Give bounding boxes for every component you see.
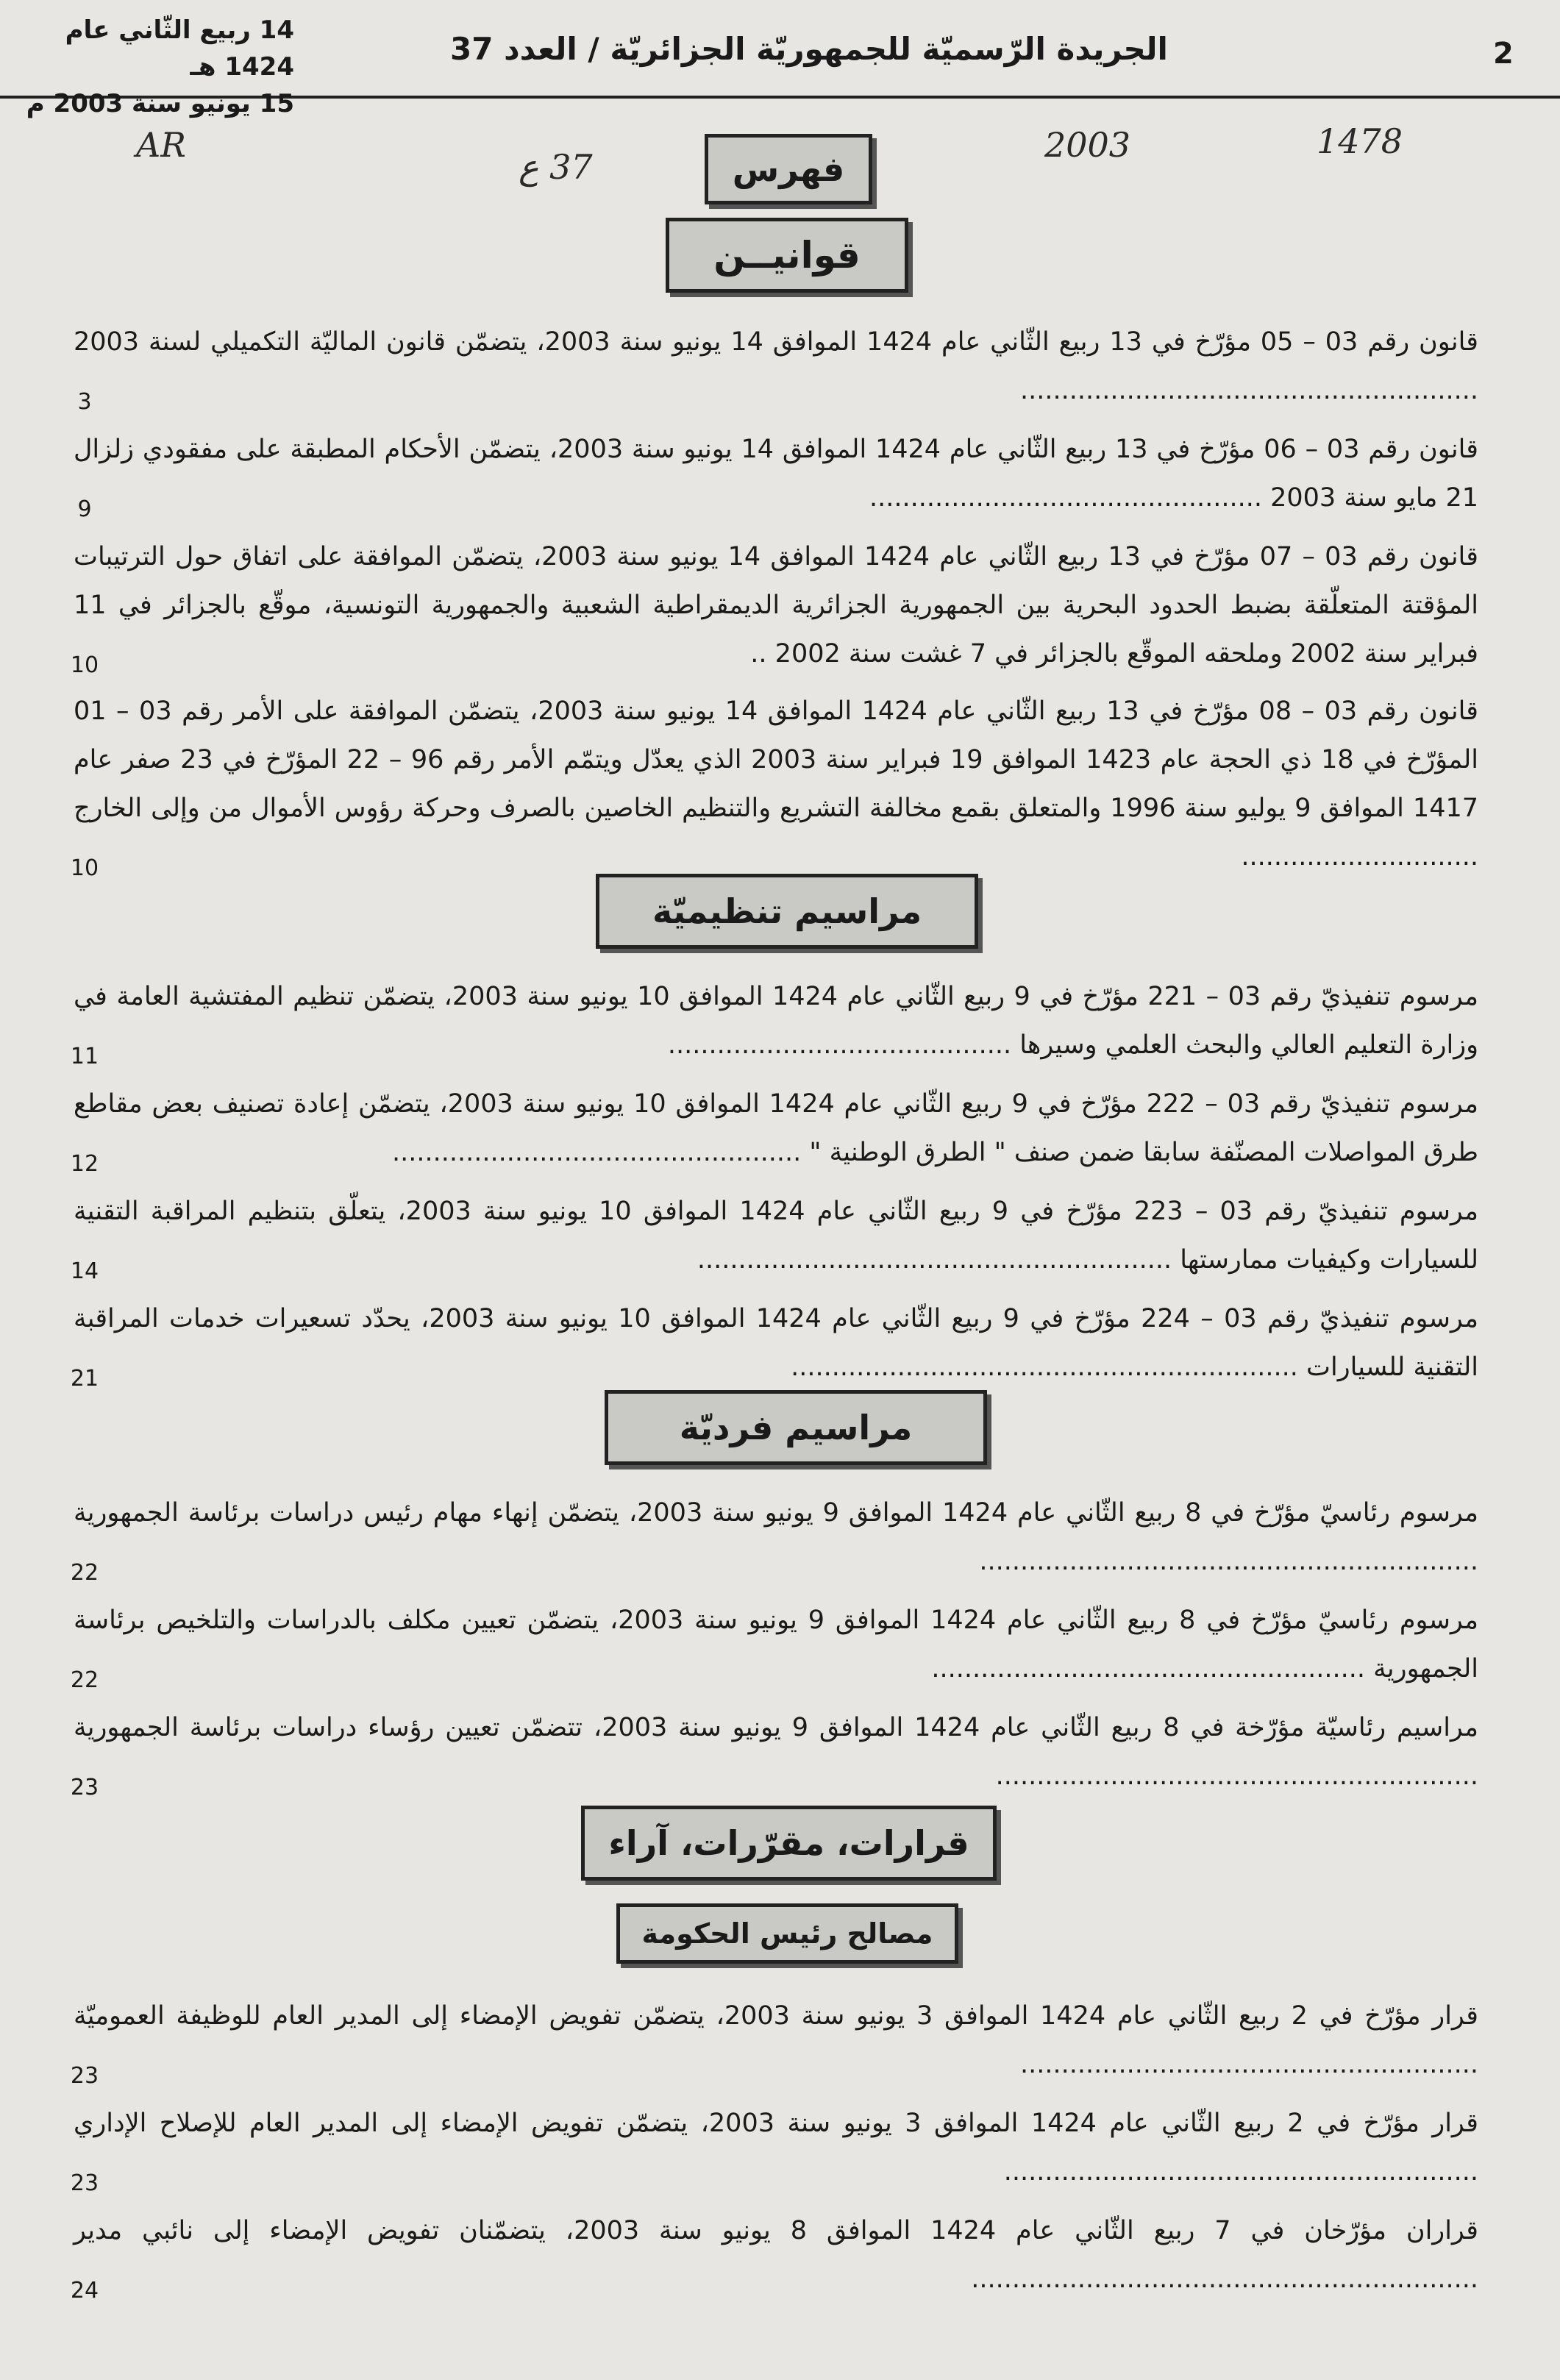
page-ref: 21: [70, 1366, 99, 1392]
list-item: قرار مؤرّخ في 2 ربيع الثّاني عام 1424 الموافق 3 يونيو سنة 2003، يتضمّن تفويض الإمضاء إلى المدير العام للإصلاح الإداري .......................................................... 23: [74, 2099, 1486, 2196]
page-ref: 11: [70, 1044, 99, 1069]
toc-title: فهرس: [705, 134, 872, 204]
list-item: مرسوم تنفيذيّ رقم 03 – 224 مؤرّخ في 9 ربيع الثّاني عام 1424 الموافق 10 يونيو سنة 2003، يحدّد تسعيرات خدمات المراقبة التقنية للسيارات .............................................................. 21: [74, 1294, 1486, 1392]
page-ref: 24: [70, 2278, 99, 2304]
list-item: قانون رقم 03 – 06 مؤرّخ في 13 ربيع الثّاني عام 1424 الموافق 14 يونيو سنة 2003، يتضمّن الأحكام المطبقة على مفقودي زلزال 21 مايو سنة 2003 ................................................ 9: [74, 425, 1486, 522]
list-item: قانون رقم 03 – 08 مؤرّخ في 13 ربيع الثّاني عام 1424 الموافق 14 يونيو سنة 2003، يتضمّن الموافقة على الأمر رقم 03 – 01 المؤرّخ في 18 ذي الحجة عام 1423 الموافق 19 فبراير سنة 2003 الذي يعدّل ويتمّم الأمر رقم 96 – 22 المؤرّخ في 23 صفر عام 1417 الموافق 9 يوليو سنة 1996 والمتعلق بقمع مخالفة التشريع والتنظيم الخاصين بالصرف وحركة رؤوس الأموال من وإلى الخارج ............................. 10: [74, 687, 1486, 881]
section-laws: قوانيــن: [666, 218, 908, 293]
list-item: قرار مؤرّخ في 2 ربيع الثّاني عام 1424 الموافق 3 يونيو سنة 2003، يتضمّن تفويض الإمضاء إلى المدير العام للوظيفة العموميّة ........................................................ 23: [74, 1992, 1486, 2089]
list-item: قانون رقم 03 – 05 مؤرّخ في 13 ربيع الثّاني عام 1424 الموافق 14 يونيو سنة 2003، يتضمّن قانون الماليّة التكميلي لسنة 2003 ........................................................ 3: [74, 318, 1486, 415]
page-ref: 14: [70, 1258, 99, 1284]
list-item: قراران مؤرّخان في 7 ربيع الثّاني عام 1424 الموافق 8 يونيو سنة 2003، يتضمّنان تفويض الإمضاء إلى نائبي مدير .............................................................. 24: [74, 2206, 1486, 2304]
date-gregorian: 15 يونيو سنة 2003 م: [26, 89, 294, 118]
page-header: [0, 0, 1560, 118]
section-pm-services: مصالح رئيس الحكومة: [616, 1903, 958, 1964]
page-ref: 3: [77, 389, 92, 415]
handwritten-code: 1478: [1317, 121, 1403, 161]
journal-title: الجريدة الرّسميّة للجمهوريّة الجزائريّة / العدد 37: [450, 31, 1168, 67]
handwritten-year: 2003: [1044, 125, 1131, 165]
issue-date: [0, 12, 294, 122]
list-item: قانون رقم 03 – 07 مؤرّخ في 13 ربيع الثّاني عام 1424 الموافق 14 يونيو سنة 2003، يتضمّن الموافقة على اتفاق حول الترتيبات المؤقتة المتعلّقة بضبط الحدود البحرية بين الجمهورية الجزائرية الديمقراطية الشعبية والجمهورية التونسية، موقّع بالجزائر في 11 فبراير سنة 2002 وملحقه الموقّع بالجزائر في 7 غشت سنة 2002 .. 10: [74, 532, 1486, 678]
page-ref: 9: [77, 496, 92, 522]
handwritten-issue-ref: 37 ع: [519, 147, 593, 187]
page-ref: 23: [70, 2170, 99, 2196]
list-item: مرسوم تنفيذيّ رقم 03 – 221 مؤرّخ في 9 ربيع الثّاني عام 1424 الموافق 10 يونيو سنة 2003، يتضمّن تنظيم المفتشية العامة في وزارة التعليم العالي والبحث العلمي وسيرها .......................................... 11: [74, 972, 1486, 1069]
page-ref: 22: [70, 1667, 99, 1693]
section-decisions: قرارات، مقرّرات، آراء: [581, 1806, 997, 1881]
page-number: 2: [1493, 37, 1514, 71]
list-item: مراسيم رئاسيّة مؤرّخة في 8 ربيع الثّاني عام 1424 الموافق 9 يونيو سنة 2003، تتضمّن تعيين رؤساء دراسات برئاسة الجمهورية ........................................................... 23: [74, 1703, 1486, 1800]
list-item: مرسوم تنفيذيّ رقم 03 – 223 مؤرّخ في 9 ربيع الثّاني عام 1424 الموافق 10 يونيو سنة 2003، يتعلّق بتنظيم المراقبة التقنية للسيارات وكيفيات ممارستها .......................................................... 14: [74, 1187, 1486, 1284]
handwritten-left-ref: AR: [136, 125, 186, 165]
list-item: مرسوم تنفيذيّ رقم 03 – 222 مؤرّخ في 9 ربيع الثّاني عام 1424 الموافق 10 يونيو سنة 2003، يتضمّن إعادة تصنيف بعض مقاطع طرق المواصلات المصنّفة سابقا ضمن صنف " الطرق الوطنية " .................................................. 12: [74, 1080, 1486, 1177]
page-ref: 10: [70, 652, 99, 678]
page-ref: 12: [70, 1151, 99, 1177]
page-ref: 23: [70, 2063, 99, 2089]
section-regulatory-decrees: مراسيم تنظيميّة: [596, 874, 978, 949]
list-item: مرسوم رئاسيّ مؤرّخ في 8 ربيع الثّاني عام 1424 الموافق 9 يونيو سنة 2003، يتضمّن تعيين مكلف بالدراسات والتلخيص برئاسة الجمهورية ..................................................... 22: [74, 1596, 1486, 1693]
page-ref: 22: [70, 1560, 99, 1586]
date-hijri: 14 ربيع الثّاني عام 1424 هـ: [65, 15, 294, 82]
page-ref: 23: [70, 1775, 99, 1800]
section-individual-decrees: مراسيم فرديّة: [605, 1390, 987, 1465]
page-ref: 10: [70, 855, 99, 881]
list-item: مرسوم رئاسيّ مؤرّخ في 8 ربيع الثّاني عام 1424 الموافق 9 يونيو سنة 2003، يتضمّن إنهاء مهام رئيس دراسات برئاسة الجمهورية ............................................................. 22: [74, 1489, 1486, 1586]
